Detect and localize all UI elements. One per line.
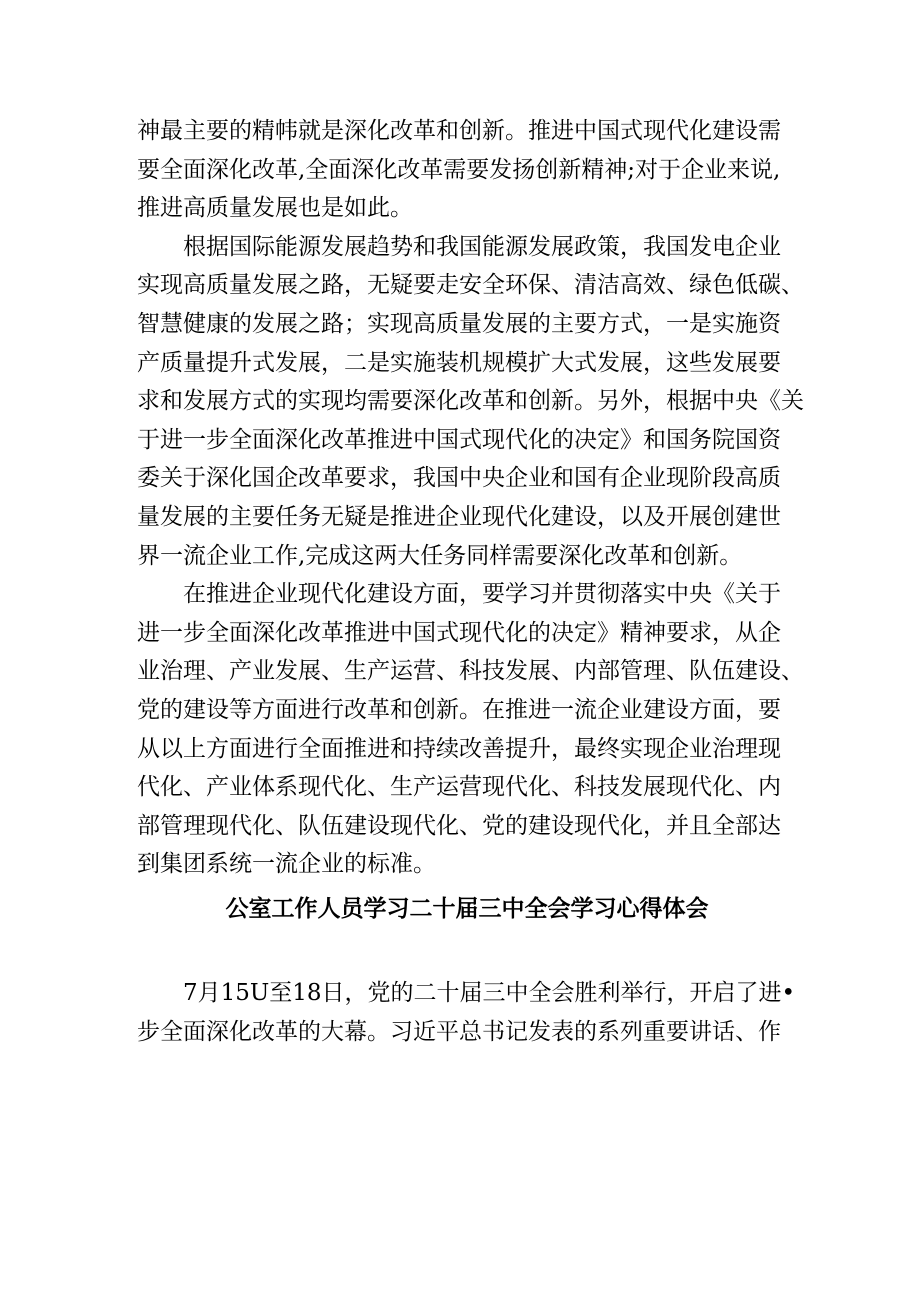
text-line: 界一流企业工作,完成这两大任务同样需要深化改革和创新。 (137, 542, 743, 569)
text-line: 党的建设等方面进行改革和创新。在推进一流企业建设方面，要 (137, 696, 781, 723)
paragraph-3 (137, 575, 804, 884)
text-line: 要全面深化改革,全面深化改革需要发扬创新精神;对于企业来说, (137, 156, 781, 183)
document-page (137, 112, 804, 1052)
paragraph-1 (137, 112, 797, 228)
section-heading: 公室工作人员学习二十届三中全会学习心得体会 (225, 894, 709, 922)
text-line: 量发展的主要任务无疑是推进企业现代化建设，以及开展创建世 (137, 503, 781, 530)
text-line: 代化、产业体系现代化、生产运营现代化、科技发展现代化、内 (137, 774, 781, 801)
text-line: 根据国际能源发展趋势和我国能源发展政策，我国发电企业 (183, 233, 781, 260)
spacer (137, 928, 797, 974)
text-line: 智慧健康的发展之路；实现高质量发展的主要方式，一是实施资 (137, 310, 781, 337)
paragraph-4 (137, 974, 797, 1051)
text-line: 步全面深化改革的大幕。习近平总书记发表的系列重要讲话、作 (137, 1019, 781, 1046)
text-line: 从以上方面进行全面推进和持续改善提升，最终实现企业治理现 (137, 735, 781, 762)
text-line: 委关于深化国企改革要求，我国中央企业和国有企业现阶段高质 (137, 465, 781, 492)
paragraph-2 (137, 228, 804, 575)
text-line: 神最主要的精帏就是深化改革和创新。推进中国式现代化建设需 (137, 118, 781, 144)
text-line: 求和发展方式的实现均需要深化改革和创新。另外，根据中央《关 (137, 388, 804, 415)
text-line: 于进一步全面深化改革推进中国式现代化的决定》和国务院国资 (137, 426, 781, 453)
text-line: 产质量提升式发展，二是实施装机规模扩大式发展，这些发展要 (137, 349, 781, 376)
text-line: 部管理现代化、队伍建设现代化、党的建设现代化，并且全部达 (137, 812, 781, 839)
text-line: 7月15U至18日，党的二十届三中全会胜利举行，开启了进• (183, 980, 796, 1007)
text-line: 业治理、产业发展、生产运营、科技发展、内部管理、队伍建设、 (137, 658, 804, 685)
text-line: 实现高质量发展之路，无疑要走安全环保、清洁高效、绿色低碳、 (137, 272, 804, 299)
text-line: 在推进企业现代化建设方面，要学习并贯彻落实中央《关于 (183, 581, 781, 608)
text-line: 推进高质量发展也是如此。 (137, 195, 413, 222)
text-line: 进一步全面深化改革推进中国式现代化的决定》精神要求，从企 (137, 619, 781, 646)
text-line: 到集团系统一流企业的标准。 (137, 851, 436, 878)
